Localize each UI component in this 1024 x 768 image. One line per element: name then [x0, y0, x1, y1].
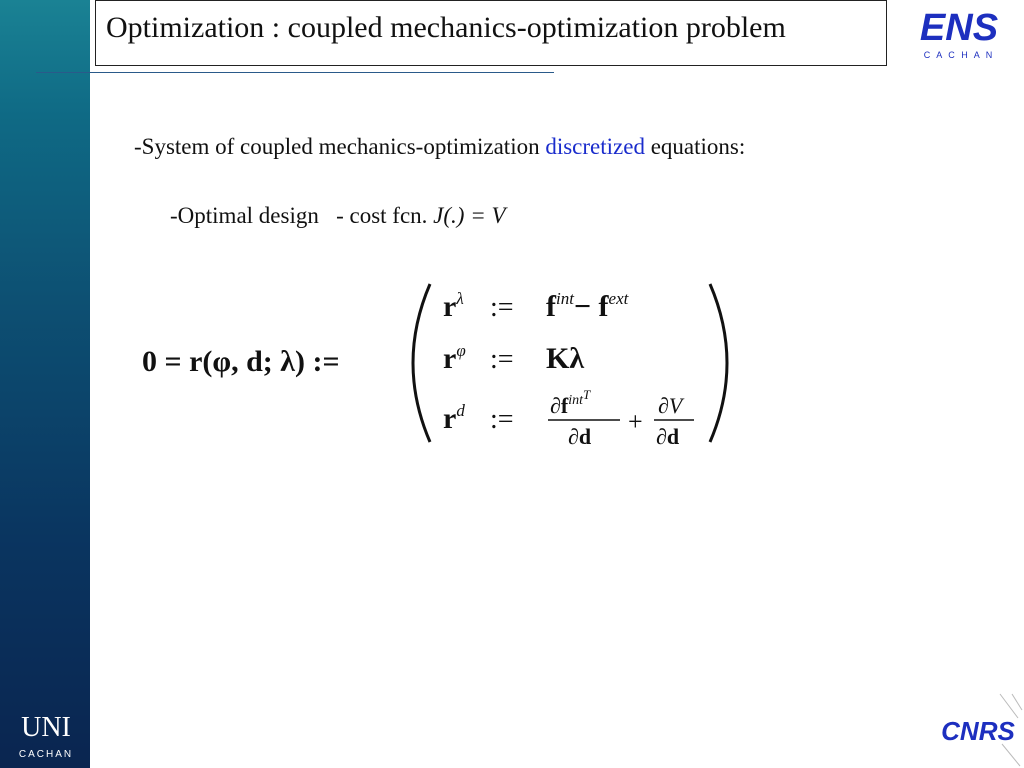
frac2-num: ∂V: [658, 393, 683, 418]
row1-op: :=: [490, 292, 514, 323]
row1-rhs-rest: − f: [573, 290, 609, 323]
cnrs-logo-stroke-2: [1012, 694, 1022, 710]
svg-text:fint− fext: [546, 289, 630, 323]
university-logo-caption: CACHAN: [18, 749, 74, 760]
row2-sup: φ: [456, 341, 466, 360]
left-parenthesis: [413, 284, 430, 442]
equation-row-3: [443, 387, 694, 449]
frac-plus: +: [628, 407, 643, 436]
svg-text:∂fintT: [550, 387, 591, 418]
line1-suffix: equations:: [644, 134, 746, 159]
row3-op: :=: [490, 404, 514, 435]
frac1-num: ∂f: [550, 393, 569, 418]
cnrs-logo: [930, 690, 1024, 768]
cnrs-logo-stroke-1: [1000, 694, 1018, 718]
frac1-den: ∂d: [568, 424, 592, 449]
row1-rhs: f: [546, 290, 556, 323]
bullet-line-1: [134, 134, 745, 160]
row2-label: r: [443, 342, 457, 375]
equation-row-1: [443, 289, 630, 323]
right-parenthesis: [710, 284, 727, 442]
row1-label: r: [443, 290, 457, 323]
ens-logo-mark: ENS: [919, 7, 999, 49]
row2-op: :=: [490, 344, 514, 375]
title-box: [95, 0, 887, 66]
cnrs-logo-stroke-3: [1002, 744, 1020, 766]
svg-text:rφ: [443, 341, 466, 375]
bullet-line-2: [170, 203, 506, 229]
row3-sup: d: [456, 401, 465, 420]
equation-row-2: [443, 341, 584, 375]
frac1-num-sup2: T: [582, 387, 591, 402]
line1-highlight: discretized: [545, 134, 645, 159]
equation-block: [138, 268, 738, 458]
row2-rhs: Kλ: [546, 342, 585, 375]
ens-logo: [897, 0, 1024, 62]
svg-text:rλ: [443, 289, 464, 323]
frac2-den: ∂d: [656, 424, 680, 449]
row1-rhs-rest-sup: ext: [608, 289, 629, 308]
line1-prefix: -System of coupled mechanics-optimization: [134, 134, 546, 159]
row3-label: r: [443, 402, 457, 435]
university-logo-mark: UNI: [21, 712, 71, 743]
line2-math: J(.) = V: [433, 203, 506, 228]
ens-logo-caption: C A C H A N: [923, 50, 995, 60]
row1-sup: λ: [456, 289, 464, 308]
university-logo: [8, 706, 84, 762]
equation-lhs: 0 = r(φ, d; λ) :=: [142, 345, 340, 378]
line2-prefix: -Optimal design - cost fcn.: [170, 203, 434, 228]
sidebar-gradient: [0, 0, 90, 768]
svg-text:rd: [443, 401, 465, 435]
slide-title: Optimization : coupled mechanics-optimization problem: [106, 11, 786, 44]
title-underline: [36, 72, 554, 73]
cnrs-logo-mark: CNRS: [941, 716, 1015, 746]
row1-rhs-sup: int: [556, 289, 574, 308]
frac1-num-sup: int: [568, 393, 583, 408]
